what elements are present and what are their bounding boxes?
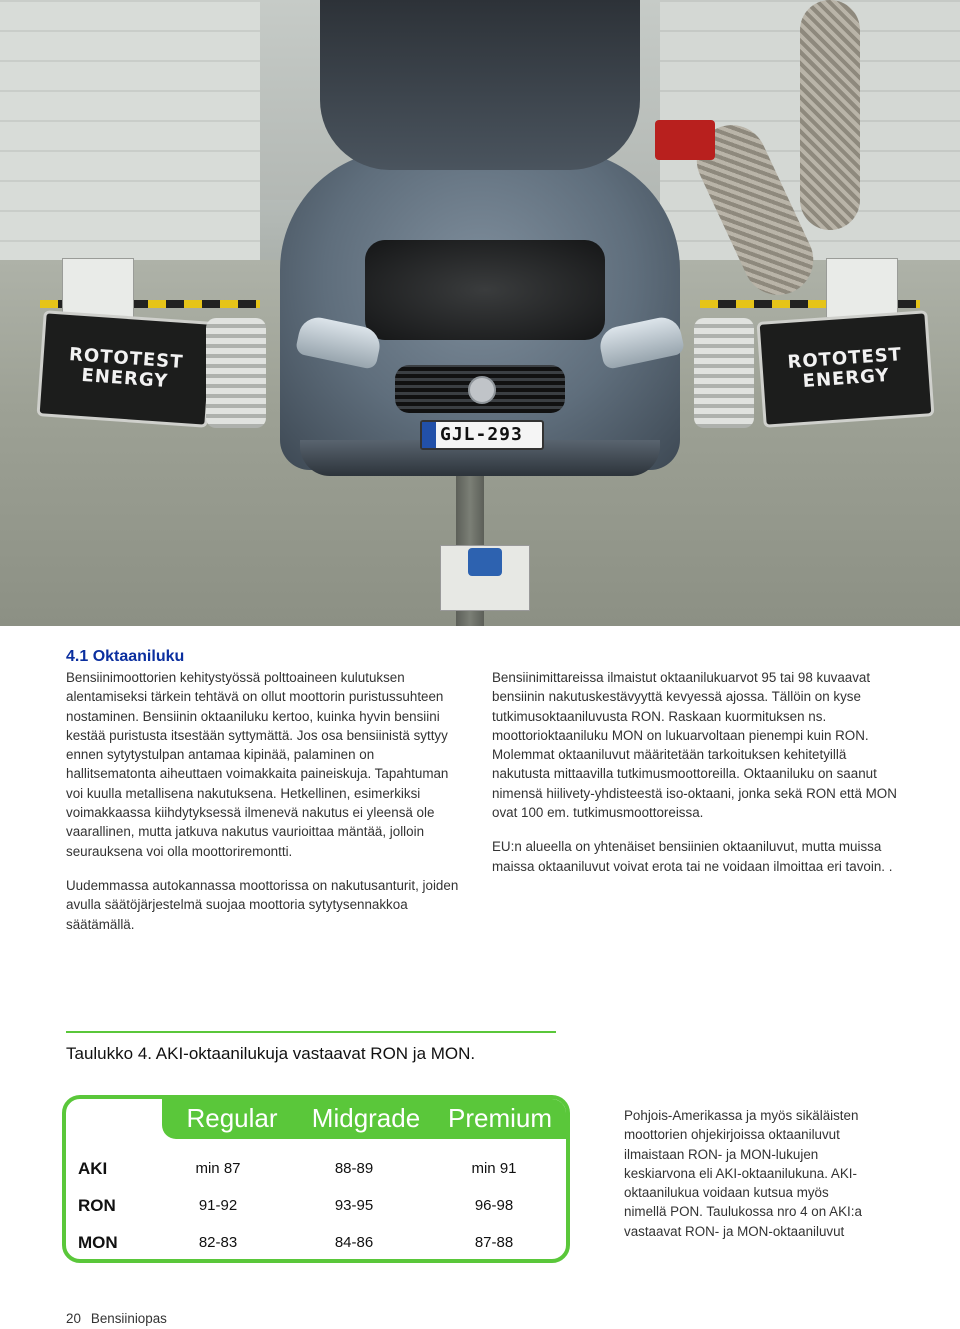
publication-name: Bensiiniopas	[90, 1311, 167, 1326]
row-label: RON	[78, 1196, 116, 1215]
table-row	[66, 1225, 566, 1261]
sensor-head	[468, 548, 502, 576]
column-header-premium: Premium	[447, 1103, 552, 1133]
lab-wall-left	[0, 0, 260, 300]
table-cell: 93-95	[334, 1197, 374, 1214]
dyno-roller-left	[206, 318, 266, 428]
dyno-unit-right	[757, 310, 935, 428]
table-row	[66, 1188, 566, 1224]
paragraph: EU:n alueella on yhtenäiset bensiinien oktaaniluvut, mutta muissa maissa oktaaniluvut voivat erota tai ne voidaan ilmoittaa eri tavoin. .	[492, 839, 893, 874]
dyno-roller-right	[694, 318, 754, 428]
table-cell: 91-92	[198, 1197, 238, 1214]
dyno-unit-left	[37, 310, 215, 428]
paragraph: Bensiinimittareissa ilmaistut oktaanilukuarvot 95 tai 98 kuvaavat bensiinin nakutuskestävyyttä kevyessä ajossa. Tällöin on kyse tutkimusoktaaniluvusta RON. Raskaan kuormituksen ns. moottorioktaaniluku MON on lukuarvoltaan pienempi kuin RON. Molemmat oktaaniluvut määritetään tarkoituksen kehitetyillä nakutusta mittaavilla tutkimusmoottoreilla. Oktaaniluku on saanut nimensä hiilivety-yhdisteestä iso-oktaani, jonka sekä RON että MON ovat 100 em. tutkimusmoottoreissa.	[492, 670, 897, 821]
column-header-midgrade: Midgrade	[311, 1103, 421, 1133]
dyno-sign-left: ROTOTEST ENERGY	[68, 344, 185, 392]
column-header-regular: Regular	[186, 1103, 278, 1133]
dyno-cover-left	[62, 258, 134, 318]
hero-photo	[0, 0, 960, 626]
car-hood-open	[320, 0, 640, 170]
right-column	[492, 668, 900, 891]
page-number: 20	[66, 1311, 81, 1326]
section-heading: 4.1 Oktaaniluku	[66, 648, 185, 665]
table-cell: min 87	[195, 1160, 241, 1177]
row-label: AKI	[78, 1159, 108, 1178]
left-column	[66, 668, 461, 949]
exhaust-hose	[800, 0, 860, 230]
page-footer	[66, 1311, 167, 1326]
dyno-cover-right	[826, 258, 898, 318]
table-cell: min 91	[471, 1160, 517, 1177]
table-divider	[66, 1031, 556, 1033]
plate-eu-band	[422, 422, 436, 448]
table-cell: 87-88	[474, 1234, 514, 1251]
dyno-sign-right: ROTOTEST ENERGY	[786, 344, 903, 392]
car-emblem-icon	[468, 376, 496, 404]
side-note: Pohjois-Amerikassa ja myös sikäläisten moottorien ohjekirjoissa oktaaniluvut ilmaistaan RON- ja MON-lukujen keskiarvona eli AKI-oktaanilukuna. AKI-oktaanilukua voidaan kutsua myös nimellä PON. Taulukossa nro 4 on AKI:a vastaavat RON- ja MON-oktaaniluvut	[624, 1108, 862, 1239]
table-header	[162, 1099, 566, 1139]
car-engine	[365, 240, 605, 340]
table-cell: 84-86	[334, 1234, 374, 1251]
table-caption: Taulukko 4. AKI-oktaanilukuja vastaavat RON ja MON.	[66, 1044, 476, 1063]
octane-table	[62, 1095, 570, 1263]
license-plate	[420, 420, 544, 450]
red-equipment	[655, 120, 715, 160]
table-cell: 96-98	[474, 1197, 514, 1214]
paragraph: Uudemmassa autokannassa moottorissa on nakutusanturit, joiden avulla säätöjärjestelmä suojaa moottoria sytytysennakkoa säätämällä.	[66, 877, 459, 932]
table-cell: 82-83	[198, 1234, 238, 1251]
table-cell: 88-89	[334, 1160, 374, 1177]
table-row	[66, 1151, 566, 1187]
paragraph: Bensiinimoottorien kehitystyössä polttoaineen kulutuksen alentamiseksi tärkein tehtävä on ollut moottorin puristussuhteen nostaminen. Bensiinin oktaaniluku kertoo, kuinka hyvin bensiini kestää puristusta itsestään syttymättä. Jos osa bensiinistä syttyy ennen sytytystulpan antamaa kipinää, palaminen on hallitsematonta aiheuttaen voimakkaita paineiskuja. Tapahtuman voi kuulla metallisena nakutuksena. Hetkellinen, esimerkiksi voimakkaassa kiihdytyksessä ilmenevä nakutus ei yleensä ole vaarallinen, mutta jatkuva nakutus vaurioittaa mäntää, jolloin seurauksena voi olla moottoriremontti.	[66, 670, 449, 859]
license-plate-text: GJL-293	[440, 424, 523, 445]
row-label: MON	[78, 1233, 118, 1252]
